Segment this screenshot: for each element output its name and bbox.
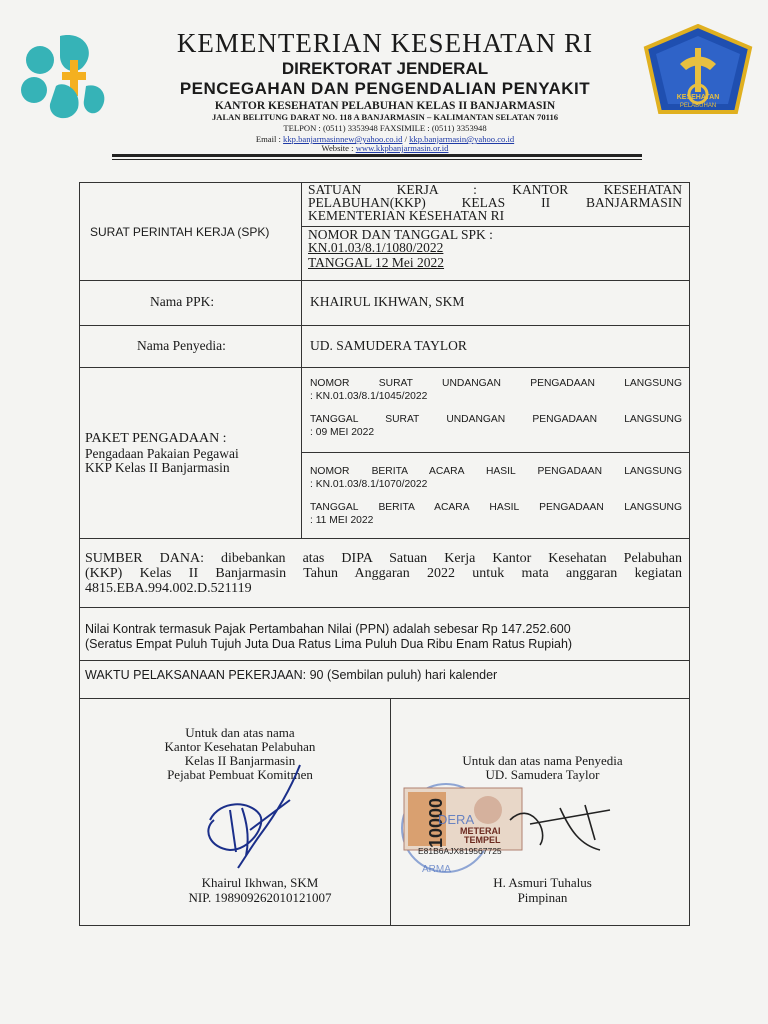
signature-right-scribble (500, 790, 620, 860)
emblem-text-1: KESEHATAN (676, 94, 720, 101)
waktu-pelaksanaan: WAKTU PELAKSANAAN PEKERJAAN: 90 (Sembilan puluh) hari kalender (85, 668, 498, 682)
office-title: KANTOR KESEHATAN PELABUHAN KELAS II BANJARMASIN (214, 100, 556, 112)
ministry-title: KEMENTERIAN KESEHATAN RI (176, 28, 594, 58)
meterai-label-1: METERAI (460, 826, 501, 836)
spk-label: SURAT PERINTAH KERJA (SPK) (90, 225, 270, 239)
sig-right-name: H. Asmuri Tuhalus (493, 875, 592, 890)
undangan-number-line-2: : KN.01.03/8.1/1045/2022 (310, 391, 428, 402)
website-link[interactable]: www.kkpbanjarmasin.or.id (355, 143, 449, 153)
ba-date-line-2: : 11 MEI 2022 (310, 515, 374, 526)
satker-line-2: PELABUHAN(KKP) KELAS II BANJARMASIN (308, 195, 682, 210)
directorate-title: DIREKTORAT JENDERAL (281, 59, 489, 78)
nilai-kontrak-line-2: (Seratus Empat Puluh Tujuh Juta Dua Ratus Lima Puluh Dua Ribu Enam Ratus Rupiah) (85, 637, 573, 651)
office-phone: TELPON : (0511) 3353948 FAXSIMILE : (0511) 3353948 (283, 123, 487, 133)
sumber-dana-line-2: (KKP) Kelas II Banjarmasin Tahun Anggaran 2022 untuk mata anggaran kegiatan (85, 566, 682, 581)
header-rule-thin (112, 159, 642, 160)
paket-label: PAKET PENGADAAN : (85, 431, 227, 446)
emblem-text-2: PELABUHAN (679, 103, 717, 109)
email-link-2[interactable]: kkp.banjarmasin@yahoo.co.id (409, 134, 515, 144)
ba-number-line-1: NOMOR BERITA ACARA HASIL PENGADAAN LANGSUNG (310, 466, 682, 477)
header-rule-thick (112, 154, 642, 157)
office-address: JALAN BELITUNG DARAT NO. 118 A BANJARMASIN – KALIMANTAN SELATAN 70116 (211, 112, 559, 122)
division-title: PENCEGAHAN DAN PENGENDALIAN PENYAKIT (179, 79, 591, 98)
ppk-label: Nama PPK: (150, 294, 215, 309)
seal-text-2: ARMA (422, 864, 451, 875)
paket-line-2: KKP Kelas II Banjarmasin (85, 460, 230, 475)
nilai-kontrak-line-1: Nilai Kontrak termasuk Pajak Pertambahan Nilai (PPN) adalah sebesar Rp 147.252.600 (85, 622, 571, 636)
sumber-dana-line-3: 4815.EBA.994.002.D.521119 (85, 581, 252, 596)
stamp-value: 10000 (426, 797, 446, 848)
email-label: Email : (255, 134, 281, 144)
spk-number-label: NOMOR DAN TANGGAL SPK : (308, 227, 493, 242)
meterai-label-2: TEMPEL (464, 835, 501, 845)
sig-left-name: Khairul Ikhwan, SKM (201, 875, 319, 890)
satker-line-3: KEMENTERIAN KESEHATAN RI (308, 208, 505, 223)
sig-left-line-2: Kantor Kesehatan Pelabuhan (164, 739, 316, 754)
port-health-emblem (640, 24, 756, 124)
penyedia-label: Nama Penyedia: (137, 338, 226, 353)
satker-line-1: SATUAN KERJA : KANTOR KESEHATAN (308, 182, 682, 197)
undangan-number-line-1: NOMOR SURAT UNDANGAN PENGADAAN LANGSUNG (310, 378, 682, 389)
penyedia-value: UD. SAMUDERA TAYLOR (310, 338, 467, 353)
undangan-date-line-1: TANGGAL SURAT UNDANGAN PENGADAAN LANGSUNG (310, 414, 682, 425)
email-separator: / (404, 134, 407, 144)
office-website (130, 143, 640, 153)
undangan-date-line-2: : 09 MEI 2022 (310, 427, 375, 438)
website-label: Website : (321, 143, 354, 153)
ppk-value: KHAIRUL IKHWAN, SKM (310, 294, 465, 309)
signature-left-scribble (180, 760, 320, 880)
sig-left-line-4: Pejabat Pembuat Komitmen (167, 767, 313, 782)
sig-right-line-1: Untuk dan atas nama Penyedia (462, 753, 623, 768)
paket-line-1: Pengadaan Pakaian Pegawai (85, 446, 239, 461)
sig-right-line-2: UD. Samudera Taylor (485, 767, 600, 782)
sig-left-line-1: Untuk dan atas nama (185, 725, 295, 740)
meterai-serial: E81B6AJX819567725 (418, 846, 502, 856)
sumber-dana-line-1: SUMBER DANA: dibebankan atas DIPA Satuan Kerja Kantor Kesehatan Pelabuhan (85, 551, 682, 566)
email-link-1[interactable]: kkp.banjarmasinnew@yahoo.co.id (283, 134, 403, 144)
sig-right-title: Pimpinan (517, 890, 568, 905)
ministry-logo (12, 24, 122, 134)
ba-number-line-2: : KN.01.03/8.1/1070/2022 (310, 479, 428, 490)
sig-left-line-3: Kelas II Banjarmasin (184, 753, 296, 768)
spk-number-value: KN.01.03/8.1/1080/2022 (308, 240, 444, 255)
seal-text: DERA (438, 812, 475, 827)
spk-date-value: TANGGAL 12 Mei 2022 (308, 255, 445, 270)
sig-left-nip: NIP. 198909262010121007 (188, 890, 332, 905)
ba-date-line-1: TANGGAL BERITA ACARA HASIL PENGADAAN LANGSUNG (310, 502, 682, 513)
